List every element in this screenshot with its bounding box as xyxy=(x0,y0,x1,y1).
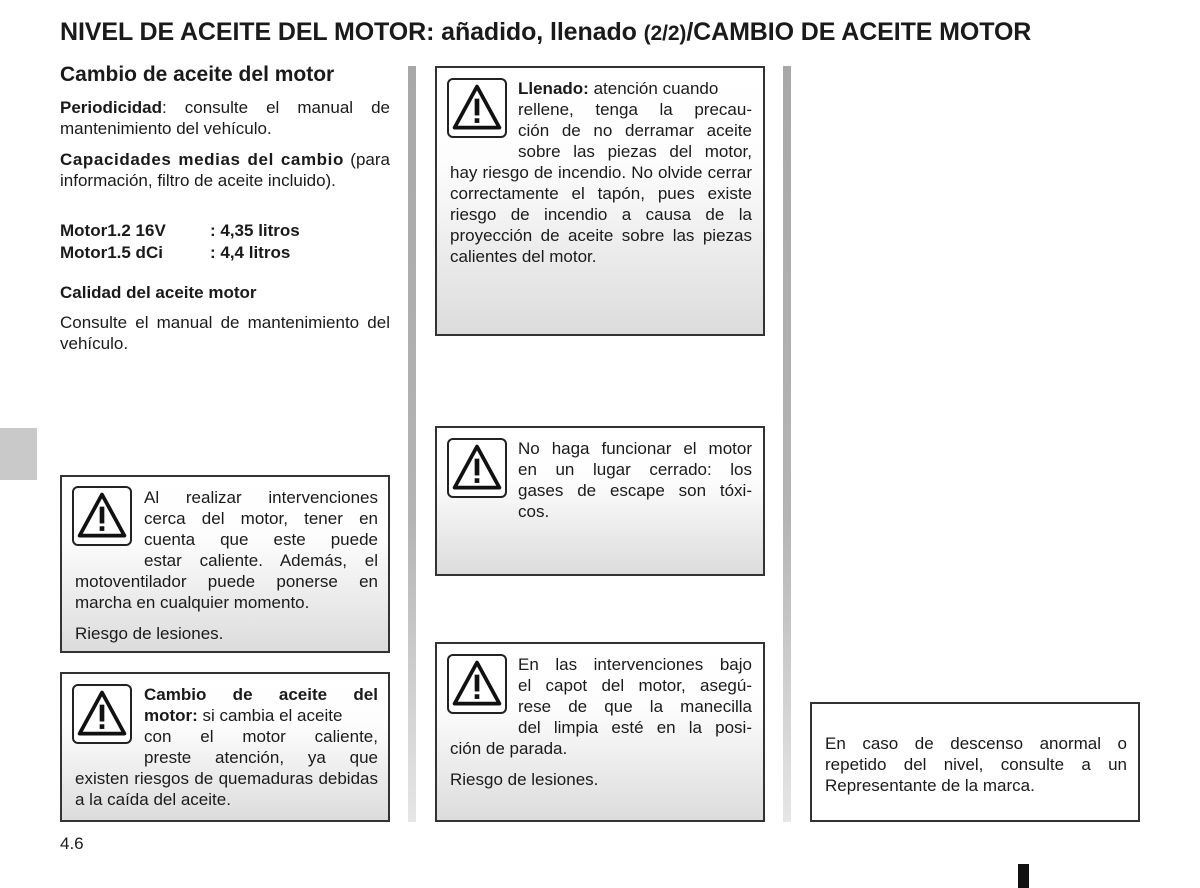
warning-line: el capot del motor, asegú- xyxy=(518,676,752,695)
warning-line: rese de que la manecilla xyxy=(518,697,752,716)
warning-box-closed-place xyxy=(435,426,765,576)
warning-line: cerca del motor, tener en xyxy=(144,509,378,528)
warning-triangle-icon xyxy=(447,654,507,714)
warning-box-filling xyxy=(435,66,765,336)
warning-line: del limpia esté en la posi- xyxy=(518,718,752,737)
warning-line: con el motor caliente, xyxy=(144,727,378,746)
warning-line: cuenta que este puede xyxy=(144,530,378,549)
page-title: NIVEL DE ACEITE DEL MOTOR: añadido, llenado (2/2)/CAMBIO DE ACEITE MOTOR xyxy=(60,18,1032,46)
section-tab-marker xyxy=(0,428,37,480)
quality-paragraph: Consulte el manual de mantenimiento del vehículo. xyxy=(60,313,390,353)
warning-line: rellene, tenga la precau- xyxy=(518,100,752,119)
warning-line: sobre las piezas del motor, xyxy=(518,142,752,161)
periodicity-paragraph: Periodicidad: consulte el manual de mantenimiento del vehículo. xyxy=(60,98,390,138)
column-divider-left xyxy=(408,66,416,822)
warning-line: Cambio de aceite del xyxy=(144,685,378,704)
warning-box-oil-change xyxy=(60,672,390,822)
capacities-paragraph: Capacidades medias del cambio (para información, filtro de aceite incluido). xyxy=(60,150,390,190)
warning-line: preste atención, ya que xyxy=(144,748,378,767)
warning-triangle-icon xyxy=(72,486,132,546)
spec-row: Motor1.5 dCi : 4,4 litros xyxy=(60,243,291,262)
warning-triangle-icon xyxy=(447,78,507,138)
warning-box-engine-hot xyxy=(60,475,390,653)
page-number: 4.6 xyxy=(60,834,84,853)
quality-heading: Calidad del aceite motor xyxy=(60,283,257,302)
warning-text: ción de parada. xyxy=(450,739,568,758)
warning-text: motoventilador puede ponerse en marcha en cualquier momento. xyxy=(75,572,378,612)
warning-line: En las intervenciones bajo xyxy=(518,655,752,674)
section-heading: Cambio de aceite del motor xyxy=(60,63,335,86)
note-text: En caso de descenso anormal o repetido del nivel, consulte a un Representante de la marca. xyxy=(825,734,1127,795)
warning-line: ción de no derramar aceite xyxy=(518,121,752,140)
warning-triangle-icon xyxy=(447,438,507,498)
warning-text: hay riesgo de incendio. No olvide cerrar correctamente el tapón, pues existe riesgo de incendio a causa de la proyección de aceite sobre las piezas calientes del motor. xyxy=(450,163,752,266)
note-box xyxy=(810,702,1140,822)
warning-line: Llenado: atención cuando xyxy=(518,79,719,98)
warning-line: motor: si cambia el aceite xyxy=(144,706,343,725)
spec-row: Motor1.2 16V : 4,35 litros xyxy=(60,221,300,240)
column-divider-right xyxy=(783,66,791,822)
warning-line: estar caliente. Además, el xyxy=(144,551,378,570)
warning-line: No haga funcionar el motor xyxy=(518,439,752,458)
warning-line: Al realizar intervenciones xyxy=(144,488,378,507)
warning-text: existen riesgos de quemaduras debidas a la caída del aceite. xyxy=(75,769,378,809)
warning-line: cos. xyxy=(518,502,550,521)
risk-text: Riesgo de lesiones. xyxy=(450,770,599,789)
warning-line: en un lugar cerrado: los xyxy=(518,460,752,479)
risk-text: Riesgo de lesiones. xyxy=(75,624,224,643)
warning-line: gases de escape son tóxi- xyxy=(518,481,752,500)
page-edge-marker xyxy=(1018,864,1029,888)
warning-box-wiper xyxy=(435,642,765,822)
warning-triangle-icon xyxy=(72,684,132,744)
